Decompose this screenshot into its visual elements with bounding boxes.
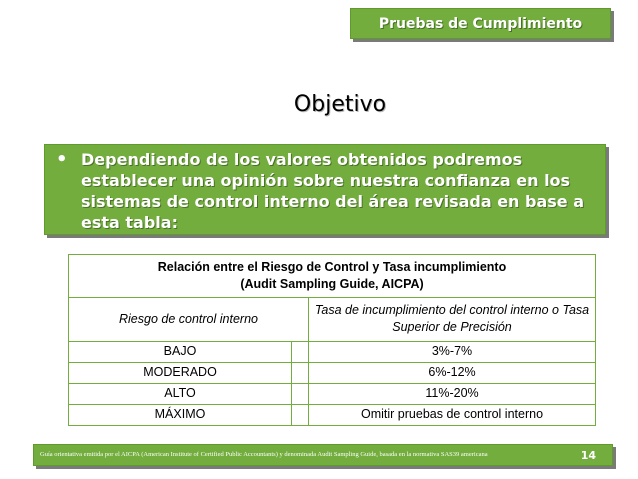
header-risk: Riesgo de control interno bbox=[69, 298, 309, 341]
rate-cell: 3%-7% bbox=[309, 341, 596, 362]
table-caption-line2: (Audit Sampling Guide, AICPA) bbox=[240, 277, 424, 292]
table-caption-row bbox=[69, 255, 596, 298]
table-caption bbox=[69, 255, 596, 298]
table-caption-line1: Relación entre el Riesgo de Control y Tasa incumplimiento bbox=[157, 260, 507, 275]
bullet-text: Dependiendo de los valores obtenidos podremos establecer una opinión sobre nuestra confianza en los sistemas de control interno del área revisada en base a esta tabla: bbox=[81, 150, 585, 232]
table-row bbox=[69, 362, 596, 383]
slide-title: Objetivo bbox=[293, 92, 387, 117]
risk-rate-table bbox=[68, 254, 596, 426]
spacer-cell bbox=[292, 362, 309, 383]
risk-cell: BAJO bbox=[69, 341, 292, 362]
table-row bbox=[69, 341, 596, 362]
spacer-cell bbox=[292, 383, 309, 404]
bullet-dot-icon: • bbox=[56, 149, 68, 170]
footer-note: Guía orientativa emitida por el AICPA (American Institute of Certified Public Accountants) y denominada Audit Sampling Guide, basada en la normativa SAS39 americana bbox=[40, 451, 488, 458]
risk-cell: MODERADO bbox=[69, 362, 292, 383]
table-header-row bbox=[69, 298, 596, 341]
header-badge bbox=[350, 8, 611, 39]
table-row bbox=[69, 383, 596, 404]
page-number: 14 bbox=[580, 448, 596, 462]
footer-bar bbox=[33, 444, 613, 466]
risk-cell: MÁXIMO bbox=[69, 404, 292, 425]
table-row bbox=[69, 404, 596, 425]
rate-cell: 11%-20% bbox=[309, 383, 596, 404]
rate-cell: Omitir pruebas de control interno bbox=[309, 404, 596, 425]
risk-cell: ALTO bbox=[69, 383, 292, 404]
spacer-cell bbox=[292, 404, 309, 425]
rate-cell: 6%-12% bbox=[309, 362, 596, 383]
header-rate: Tasa de incumplimiento del control interno o Tasa Superior de Precisión bbox=[309, 298, 596, 341]
bullet-box bbox=[44, 144, 606, 235]
spacer-cell bbox=[292, 341, 309, 362]
header-title: Pruebas de Cumplimiento bbox=[378, 15, 583, 32]
